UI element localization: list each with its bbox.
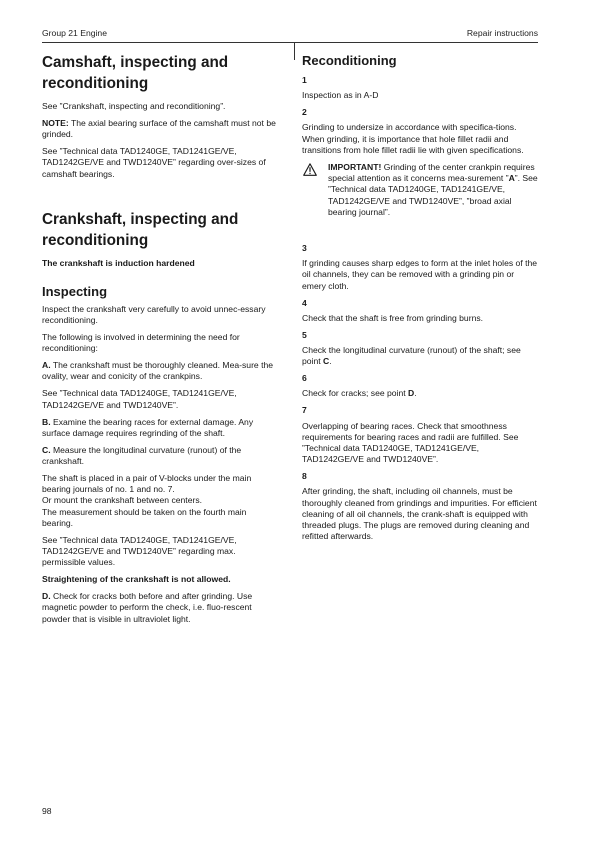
step-number: 2 xyxy=(302,107,307,118)
step5-end: . xyxy=(329,356,332,367)
page-header xyxy=(42,28,538,42)
warning-icon xyxy=(303,163,317,176)
inspecting-criteria: The following is involved in determining the need for reconditioning: xyxy=(42,332,240,354)
important-text-a: Grinding of the center crankpin requires special attention as it concerns mea-surement ” xyxy=(328,162,535,184)
point-a-ref: See ”Technical data TAD1240GE, TAD1241GE/VE, TAD1242GE/VE and TWD1240VE”. xyxy=(42,388,237,410)
point-c xyxy=(42,445,276,467)
inspecting-heading: Inspecting xyxy=(42,283,108,299)
important-text xyxy=(328,162,538,218)
step-text: Check that the shaft is free from grinding burns. xyxy=(302,312,484,323)
point-a xyxy=(42,360,276,382)
point-c-ref: See ”Technical data TAD1240GE, TAD1241GE/VE, TAD1242GE/VE and TWD1240VE” regarding max. permissible values. xyxy=(42,534,237,568)
point-b-text: Examine the bearing races for external damage. Any surface damage requires regrinding of the shaft. xyxy=(42,416,254,438)
step-text xyxy=(302,388,538,399)
header-section: Group 21 Engine xyxy=(42,28,107,38)
step-number: 7 xyxy=(302,405,307,416)
point-b-label: B. xyxy=(42,416,51,427)
point-b xyxy=(42,417,276,439)
important-notice xyxy=(302,162,538,218)
measure-line: The measurement should be taken on the fourth main bearing. xyxy=(42,506,247,528)
crankshaft-subtitle: The crankshaft is induction hardened xyxy=(42,257,195,268)
step5-letter: C xyxy=(323,356,330,367)
right-column xyxy=(302,52,538,548)
step-text: Inspection as in A-D xyxy=(302,90,379,101)
page-number: 98 xyxy=(42,806,52,816)
step-number: 6 xyxy=(302,373,307,384)
point-a-text: The crankshaft must be thoroughly cleaned. Mea-sure the ovality, wear and conicity of the crankpins. xyxy=(42,360,274,382)
left-column xyxy=(42,52,276,631)
point-c-procedure xyxy=(42,473,276,529)
important-text-b: ”. See ”Technical data TAD1240GE, TAD1241GE/VE, TAD1242GE/VE and TWD1240VE”, ”broad axial bearing journal”. xyxy=(328,173,538,217)
camshaft-heading: Camshaft, inspecting and reconditioning xyxy=(42,54,229,92)
step6-letter: D xyxy=(408,388,415,399)
camshaft-ref: See ”Crankshaft, inspecting and reconditioning”. xyxy=(42,101,226,111)
crankshaft-heading: Crankshaft, inspecting and reconditioning xyxy=(42,210,239,249)
point-d-text: Check for cracks both before and after grinding. Use magnetic powder to perform the check, i.e. fluo-rescent powder that is visible in ultraviolet light. xyxy=(42,591,253,624)
point-d-label: D. xyxy=(42,591,51,602)
reconditioning-heading: Reconditioning xyxy=(302,53,397,68)
important-label: IMPORTANT! xyxy=(328,162,382,173)
step-number: 1 xyxy=(302,75,307,85)
step-number: 4 xyxy=(302,297,307,308)
note-text: The axial bearing surface of the camshaft must not be grinded. xyxy=(42,118,276,140)
note-label: NOTE: xyxy=(42,118,69,128)
step6-end: . xyxy=(414,388,417,399)
inspecting-intro: Inspect the crankshaft very carefully to avoid unnec-essary reconditioning. xyxy=(42,303,266,326)
step-number: 8 xyxy=(302,471,307,482)
step-text xyxy=(302,345,538,367)
step-number: 5 xyxy=(302,329,307,340)
step6-text: Check for cracks; see point xyxy=(302,388,409,399)
step5-text: Check the longitudinal curvature (runout) of the shaft; see point xyxy=(302,345,521,367)
camshaft-oversize-ref: See ”Technical data TAD1240GE, TAD1241GE/VE, TAD1242GE/VE and TWD1240VE” regarding over-sizes of camshaft bearings. xyxy=(42,146,266,179)
vblock-line: The shaft is placed in a pair of V-blocks under the main bearing journals of no. 1 and no. 7. xyxy=(42,473,252,495)
header-chapter: Repair instructions xyxy=(466,28,538,38)
point-c-label: C. xyxy=(42,444,51,455)
camshaft-note xyxy=(42,118,276,140)
step-text: Grinding to undersize in accordance with specifica-tions. When grinding, it is importance that hole fillet radii and transitions from hole fillet radii lie with given specifications. xyxy=(302,122,524,155)
important-letter: A xyxy=(508,173,515,184)
header-rule xyxy=(42,42,538,43)
straightening-warning: Straightening of the crankshaft is not allowed. xyxy=(42,574,231,585)
step-text: Overlapping of bearing races. Check that smoothness requirements for bearing races and radii are fulfilled. See ”Technical data TAD1240GE, TAD1241GE/VE, TAD1242GE/VE and TWD1240VE”. xyxy=(302,420,519,465)
step-text: After grinding, the shaft, including oil channels, must be thoroughly cleaned from grindings and impurities. For efficient cleaning of all oil channels, the crank-shaft is equipped with threaded plugs. The plugs are removed during cleaning and refitted afterwards. xyxy=(302,486,537,542)
point-c-text: Measure the longitudinal curvature (runout) of the crankshaft. xyxy=(42,444,242,467)
column-divider xyxy=(294,42,295,60)
point-a-label: A. xyxy=(42,360,51,371)
point-d xyxy=(42,591,276,625)
step-text: If grinding causes sharp edges to form at the inlet holes of the oil channels, they can be removed with a grinding pin or emery cloth. xyxy=(302,258,538,291)
step-number: 3 xyxy=(302,243,307,254)
centers-line: Or mount the crankshaft between centers. xyxy=(42,495,203,506)
